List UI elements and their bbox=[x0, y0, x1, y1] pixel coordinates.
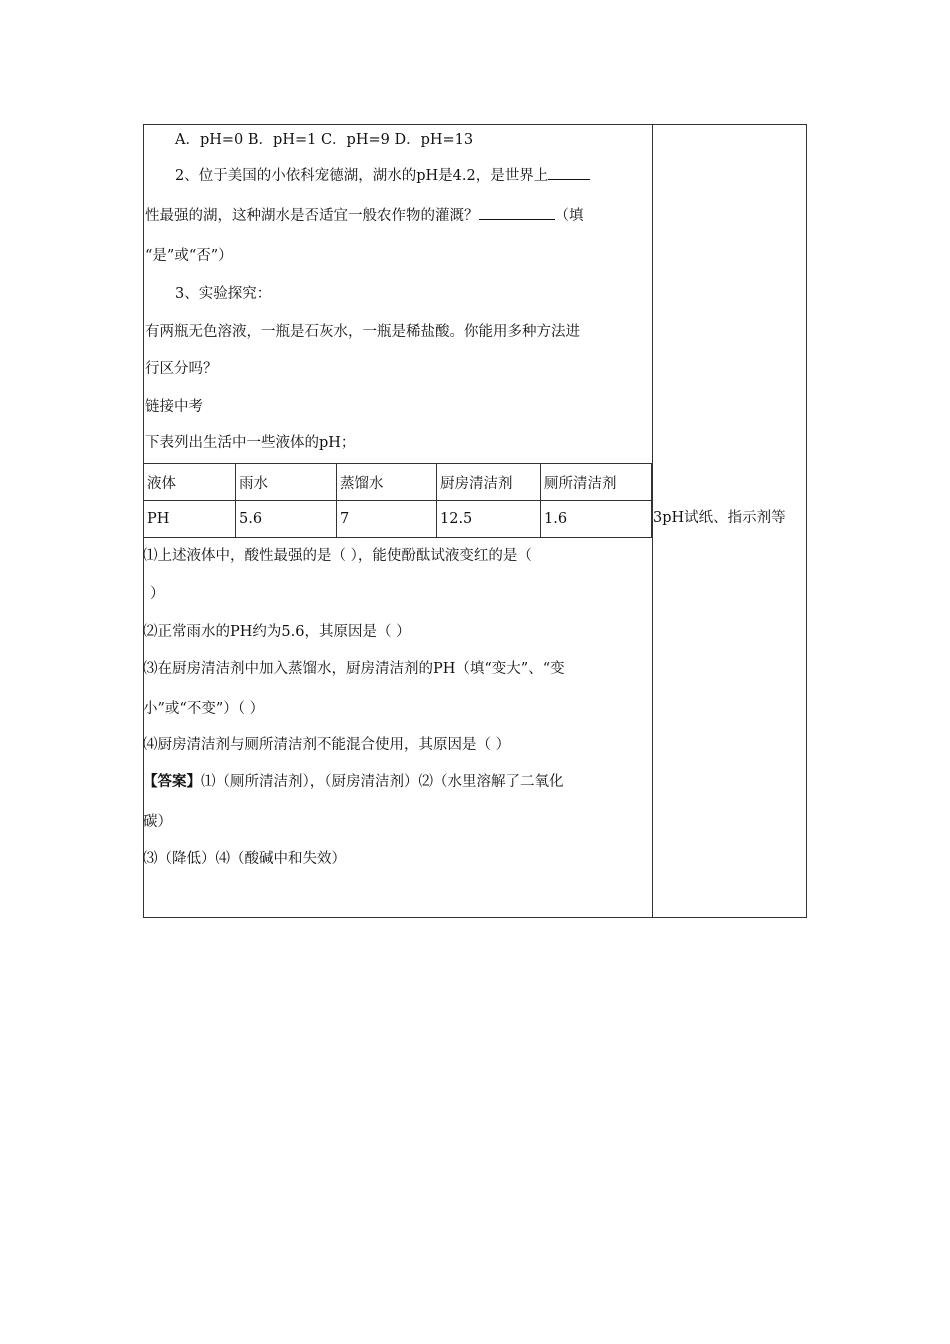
question-3-title: 3、实验探究： bbox=[175, 286, 272, 302]
question-2b: ⑵正常雨水的PH约为5.6，其原因是（ ） bbox=[143, 624, 411, 640]
table-cell: PH bbox=[144, 501, 236, 538]
table-cell: 厕所清洁剂 bbox=[541, 464, 652, 501]
answer-line-3: ⑶（降低）⑷（酸碱中和失效） bbox=[143, 851, 346, 867]
question-3-line-2: 行区分吗？ bbox=[145, 361, 218, 377]
fill-blank bbox=[479, 205, 555, 220]
teaching-aids-note: 3pH试纸、指示剂等 bbox=[653, 510, 786, 526]
table-cell: 7 bbox=[337, 501, 437, 538]
question-2-text-2: 性最强的湖，这种湖水是否适宜一般农作物的灌溉？ bbox=[145, 208, 479, 224]
question-2-line-3: “是”或“否”） bbox=[145, 248, 233, 264]
ph-data-table bbox=[143, 463, 652, 538]
question-4b: ⑷厨房清洁剂与厕所清洁剂不能混合使用，其原因是（ ） bbox=[143, 737, 511, 753]
question-3-line-1: 有两瓶无色溶液，一瓶是石灰水，一瓶是稀盐酸。你能用多种方法进 bbox=[145, 324, 580, 340]
answer-line-1 bbox=[143, 772, 564, 792]
question-1-line-1: ⑴上述液体中，酸性最强的是（ ），能使酚酞试液变红的是（ bbox=[143, 548, 532, 564]
answer-text: ⑴（厕所清洁剂），（厨房清洁剂）⑵（水里溶解了二氧化 bbox=[201, 774, 564, 790]
section-heading: 链接中考 bbox=[145, 399, 203, 415]
table-cell: 1.6 bbox=[541, 501, 652, 538]
question-2-line-1 bbox=[175, 165, 590, 186]
choice-options: A．pH=0 B．pH=1 C．pH=9 D．pH=13 bbox=[175, 132, 474, 148]
table-cell: 雨水 bbox=[236, 464, 337, 501]
table-cell: 5.6 bbox=[236, 501, 337, 538]
table-header-row bbox=[144, 464, 652, 501]
question-2-fill-hint: （填 bbox=[554, 208, 584, 224]
question-1-line-2: ） bbox=[150, 586, 165, 602]
question-3b-line-1: ⑶在厨房清洁剂中加入蒸馏水，厨房清洁剂的PH（填“变大”、“变 bbox=[143, 661, 565, 677]
answer-line-2: 碳） bbox=[143, 814, 172, 830]
question-3b-line-2: 小”或“不变”）（ ） bbox=[143, 701, 265, 717]
table-intro: 下表列出生活中一些液体的pH； bbox=[145, 435, 356, 451]
table-cell: 蒸馏水 bbox=[337, 464, 437, 501]
table-cell: 厨房清洁剂 bbox=[437, 464, 541, 501]
table-cell: 12.5 bbox=[437, 501, 541, 538]
fill-blank bbox=[548, 165, 590, 180]
table-row bbox=[144, 501, 652, 538]
answer-label: 【答案】 bbox=[143, 773, 201, 790]
table-cell: 液体 bbox=[144, 464, 236, 501]
question-2-text: 2、位于美国的小依科宠德湖，湖水的pH是4.2，是世界上 bbox=[175, 168, 549, 184]
question-2-line-2 bbox=[145, 205, 584, 226]
